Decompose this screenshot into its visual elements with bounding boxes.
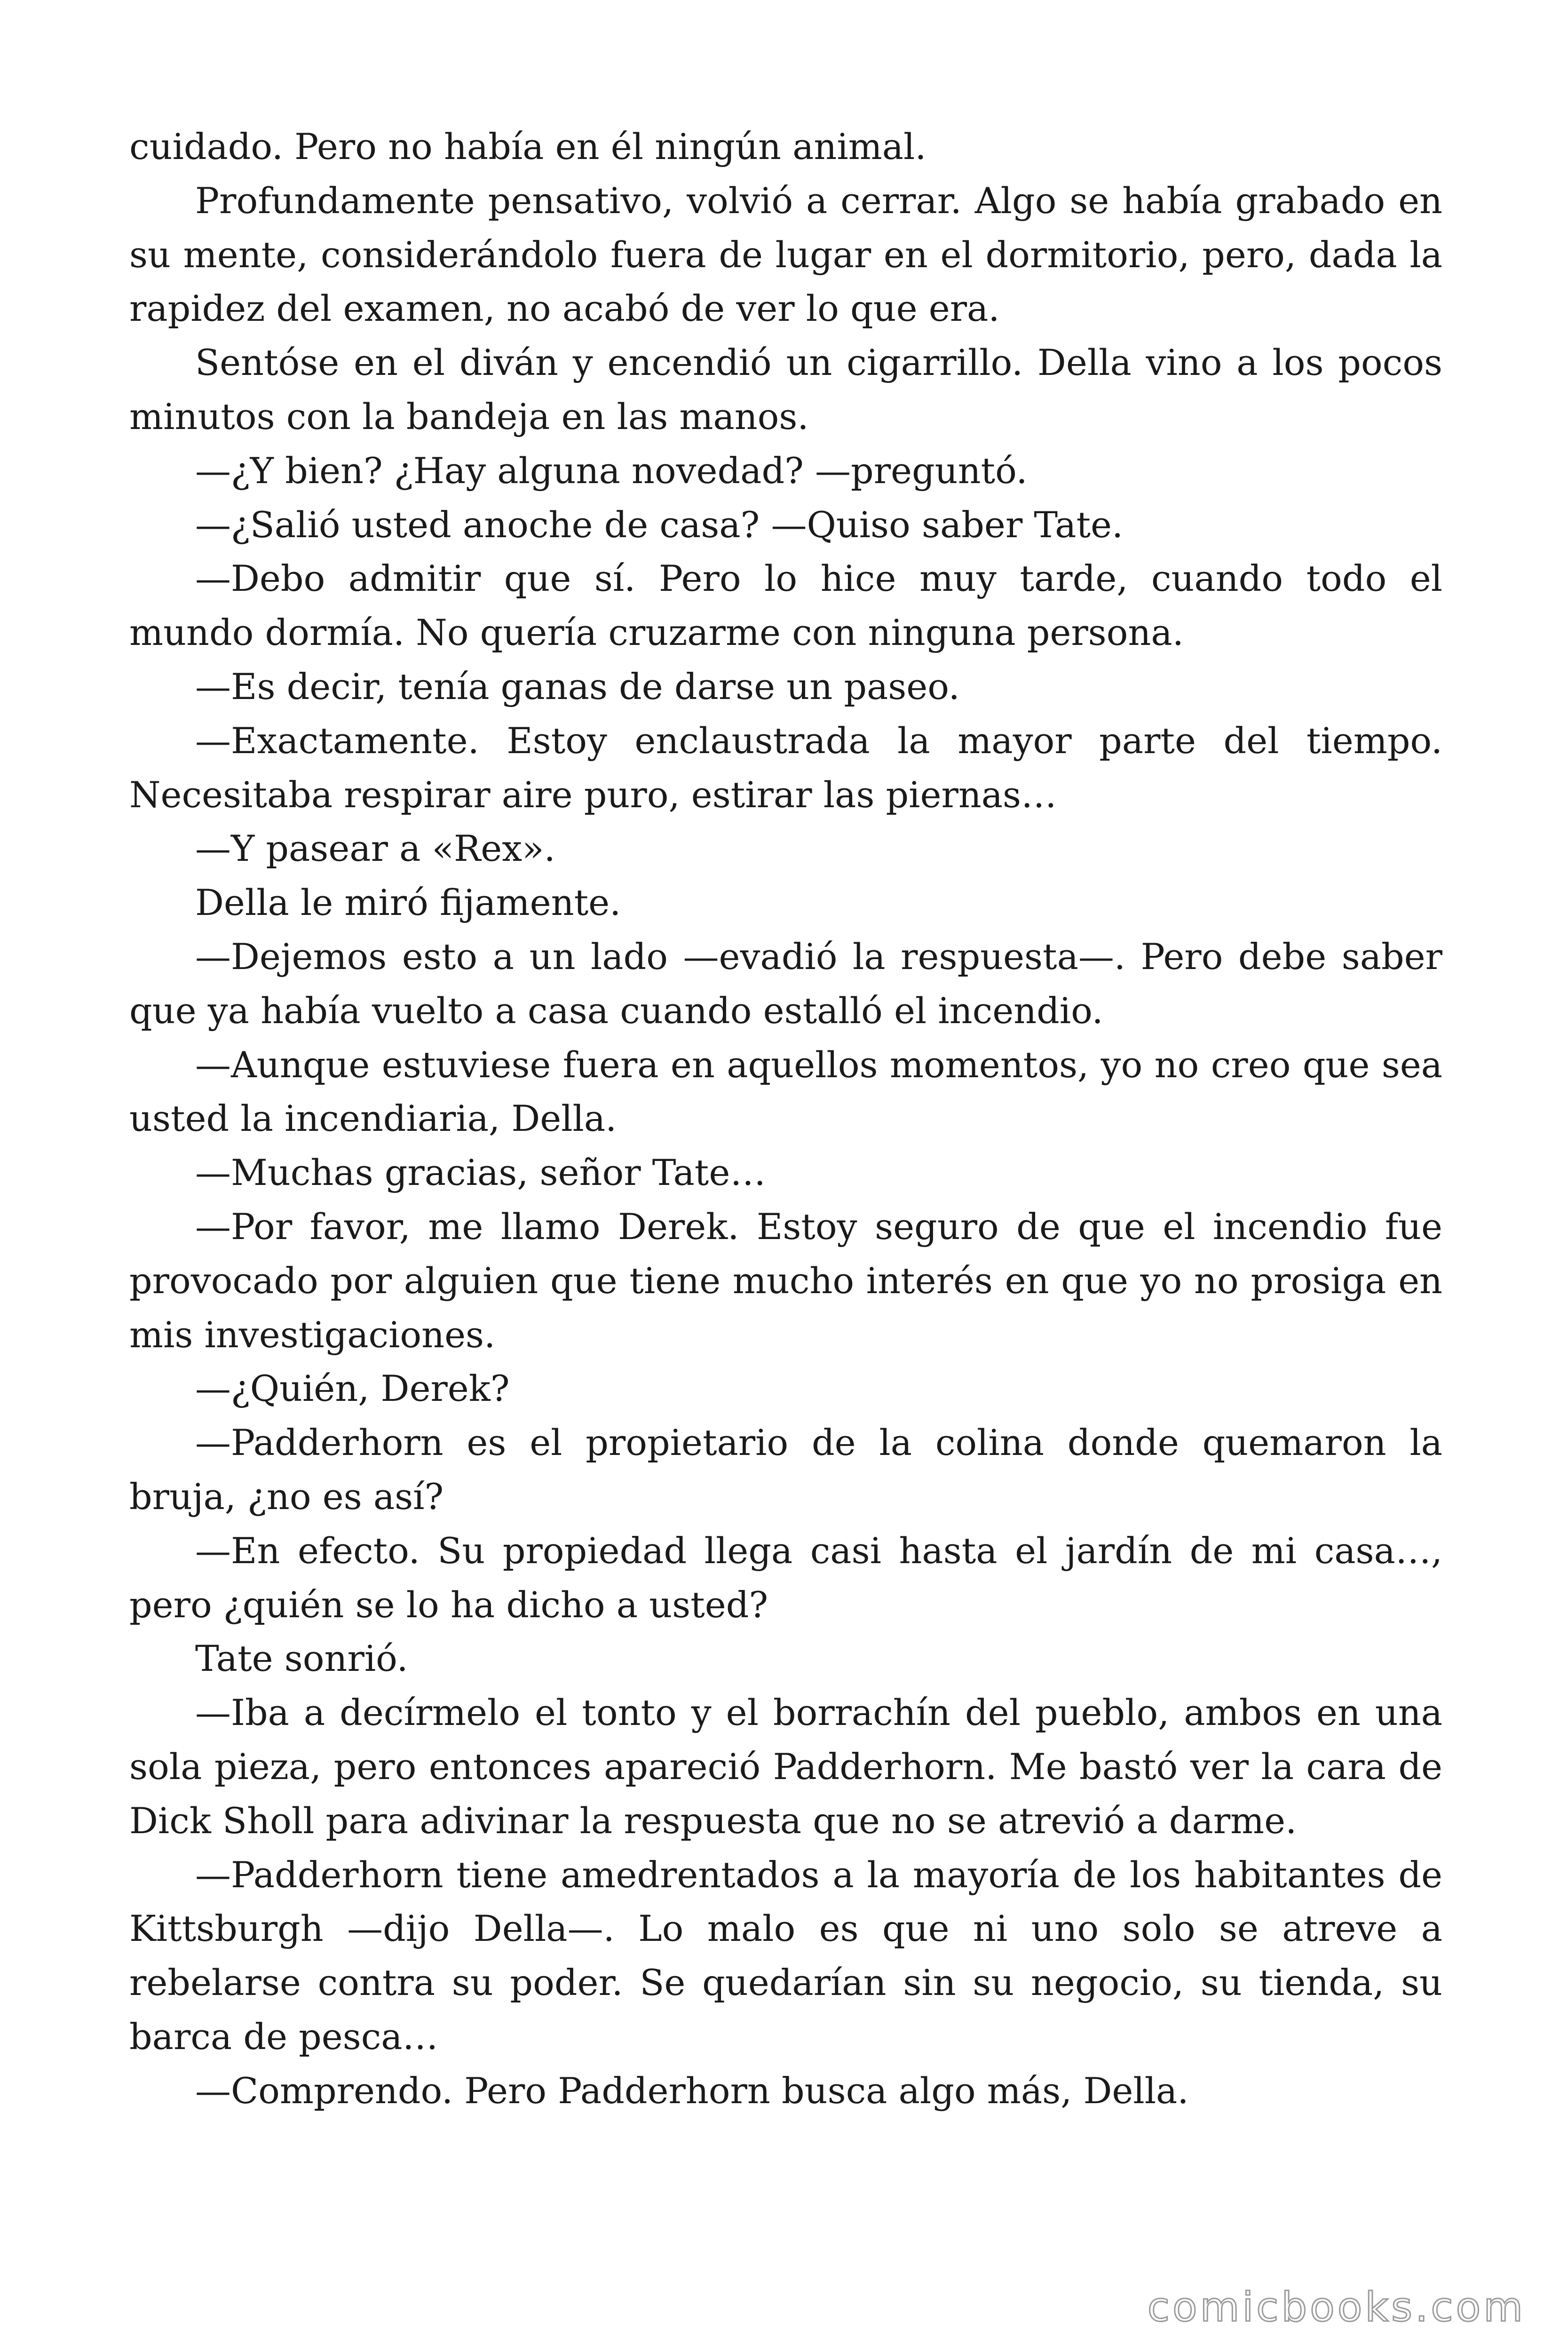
paragraph-17: —En efecto. Su propiedad llega casi hasta el jardín de mi casa…, pero ¿quién se lo ha dicho a usted? (129, 1529, 1442, 1626)
paragraph-3: Sentóse en el diván y encendió un cigarrillo. Della vino a los pocos minutos con la bandeja en las manos. (129, 342, 1442, 437)
paragraph-15: —¿Quién, Derek? (195, 1367, 510, 1410)
paragraph-16: —Padderhorn es el propietario de la colina donde quemaron la bruja, ¿no es así? (129, 1422, 1442, 1518)
paragraph-5: —¿Salió usted anoche de casa? —Quiso saber Tate. (195, 503, 1124, 546)
paragraph-2: Profundamente pensativo, volvió a cerrar. Algo se había grabado en su mente, considerándolo fuera de lugar en el dormitorio, pero, dada la rapidez del examen, no acabó de ver lo que era. (129, 179, 1442, 330)
paragraph-1: cuidado. Pero no había en él ningún animal. (129, 126, 927, 167)
paragraph-10: Della le miró fijamente. (195, 882, 621, 924)
body-text (129, 120, 1442, 2118)
paragraph-11: —Dejemos esto a un lado —evadió la respuesta—. Pero debe saber que ya había vuelto a casa cuando estalló el incendio. (129, 935, 1442, 1032)
paragraph-4: —¿Y bien? ¿Hay alguna novedad? —preguntó. (195, 449, 1028, 492)
paragraph-12: —Aunque estuviese fuera en aquellos momentos, yo no creo que sea usted la incendiaria, Della. (129, 1043, 1442, 1140)
paragraph-19: —Iba a decírmelo el tonto y el borrachín del pueblo, ambos en una sola pieza, pero entonces apareció Padderhorn. Me bastó ver la cara de Dick Sholl para adivinar la respuesta que no se atrevió a darme. (129, 1692, 1442, 1842)
paragraph-20: —Padderhorn tiene amedrentados a la mayoría de los habitantes de Kittsburgh —dijo Della—. Lo malo es que ni uno solo se atreve a rebelarse contra su poder. Se quedarían sin su negocio, su tienda, su barca de pesca… (129, 1853, 1442, 2058)
paragraph-21: —Comprendo. Pero Padderhorn busca algo más, Della. (195, 2069, 1189, 2112)
watermark: comicbooks.com (1147, 2284, 1526, 2331)
paragraph-18: Tate sonrió. (195, 1637, 408, 1680)
paragraph-7: —Es decir, tenía ganas de darse un paseo. (195, 665, 960, 707)
paragraph-9: —Y pasear a «Rex». (195, 827, 555, 870)
paragraph-6: —Debo admitir que sí. Pero lo hice muy tarde, cuando todo el mundo dormía. No quería cruzarme con ninguna persona. (129, 557, 1442, 654)
paragraph-14: —Por favor, me llamo Derek. Estoy seguro de que el incendio fue provocado por alguien que tiene mucho interés en que yo no prosiga en mis investigaciones. (129, 1205, 1442, 1356)
paragraph-13: —Muchas gracias, señor Tate… (195, 1152, 766, 1194)
paragraph-8: —Exactamente. Estoy enclaustrada la mayor parte del tiempo. Necesitaba respirar aire puro, estirar las piernas… (129, 719, 1442, 816)
